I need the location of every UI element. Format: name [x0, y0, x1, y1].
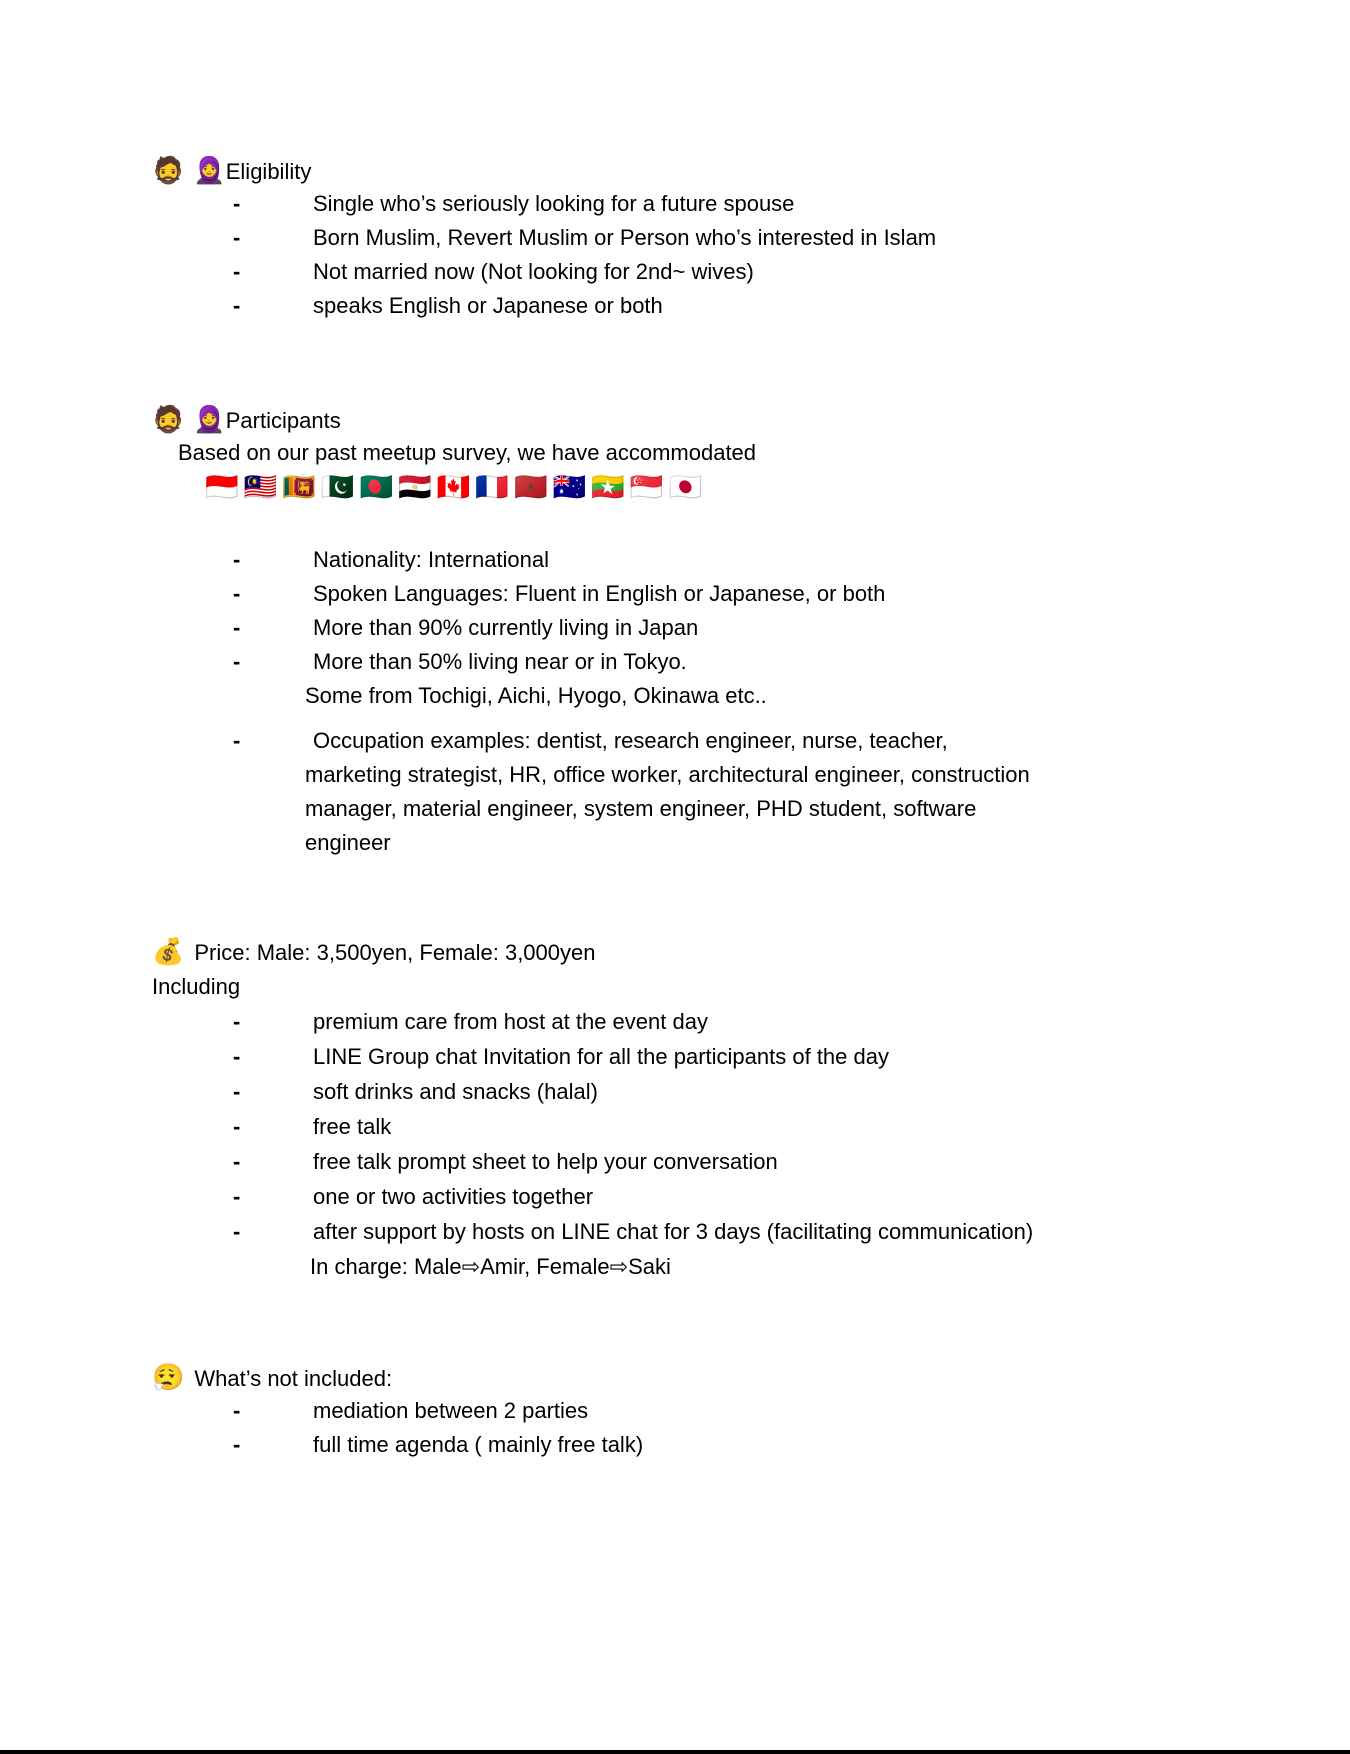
list-item	[0, 1394, 1350, 1428]
participants-title: Participants	[225, 408, 341, 433]
not-included-bullet-mediation: mediation between 2 parties	[313, 1398, 589, 1423]
eligibility-bullet-2: Born Muslim, Revert Muslim or Person who’s interested in Islam	[313, 225, 937, 250]
list-item	[0, 543, 1350, 577]
section-participants	[0, 402, 1350, 504]
section-eligibility	[0, 153, 1350, 323]
eligibility-bullet-1: Single who’s seriously looking for a future spouse	[313, 191, 795, 216]
not-included-bullet-agenda: full time agenda ( mainly free talk)	[313, 1432, 644, 1457]
exhaling-face-emoji: 😮‍💨	[152, 1362, 185, 1392]
not-included-title: What’s not included:	[194, 1366, 393, 1391]
flag-sri-lanka-emoji: 🇱🇰	[282, 472, 316, 502]
flag-australia-emoji: 🇦🇺	[552, 472, 587, 502]
including-label	[0, 969, 1350, 1004]
flag-singapore-emoji: 🇸🇬	[629, 472, 664, 502]
list-item	[0, 724, 1350, 758]
list-item	[0, 1144, 1350, 1179]
section-not-included	[0, 1360, 1350, 1462]
including-label-text: Including	[152, 974, 241, 999]
participants-intro-text: Based on our past meetup survey, we have accommodated	[178, 440, 757, 465]
list-item	[0, 1179, 1350, 1214]
page-bottom-edge	[0, 1750, 1350, 1754]
section-occupation	[0, 724, 1350, 860]
occupation-line-1: Occupation examples: dentist, research engineer, nurse, teacher,	[313, 728, 948, 753]
bullet-dash: -	[233, 259, 241, 284]
list-item	[0, 1004, 1350, 1039]
flag-indonesia-emoji: 🇮🇩	[205, 472, 239, 502]
list-item	[0, 1074, 1350, 1109]
section-participants-details	[0, 543, 1350, 713]
price-bullet-after-support: after support by hosts on LINE chat for 3 days (facilitating communication)	[313, 1219, 1034, 1244]
bullet-dash: -	[233, 1398, 241, 1423]
price-bullet-prompt-sheet: free talk prompt sheet to help your conversation	[313, 1149, 778, 1174]
flag-morocco-emoji: 🇲🇦	[514, 472, 548, 502]
price-bullet-free-talk: free talk	[313, 1114, 392, 1139]
bullet-dash: -	[233, 191, 241, 216]
participants-bullet-tokyo: More than 50% living near or in Tokyo.	[313, 649, 687, 674]
list-item	[0, 221, 1350, 255]
bullet-dash: -	[233, 1114, 241, 1139]
tokyo-continuation-text: Some from Tochigi, Aichi, Hyogo, Okinawa etc..	[305, 683, 767, 708]
bullet-dash: -	[233, 225, 241, 250]
participants-bullet-nationality: Nationality: International	[313, 547, 550, 572]
bullet-dash: -	[233, 293, 241, 318]
occupation-line-4-text: engineer	[305, 830, 391, 855]
list-item	[0, 1428, 1350, 1462]
price-heading	[0, 934, 1350, 969]
bullet-dash: -	[233, 1149, 241, 1174]
occupation-line-2-text: marketing strategist, HR, office worker, architectural engineer, construction	[305, 762, 1030, 787]
woman-headscarf-emoji: 🧕	[193, 155, 226, 185]
money-bag-emoji: 💰	[152, 936, 185, 966]
occupation-line-2	[0, 758, 1350, 792]
participants-bullet-languages: Spoken Languages: Fluent in English or Japanese, or both	[313, 581, 886, 606]
in-charge-line	[0, 1249, 1350, 1284]
flag-canada-emoji: 🇨🇦	[436, 472, 471, 502]
flag-japan-emoji: 🇯🇵	[668, 472, 703, 502]
nationality-flags	[0, 470, 1350, 504]
participants-heading	[0, 402, 1350, 436]
man-beard-emoji: 🧔	[152, 155, 185, 185]
not-included-heading	[0, 1360, 1350, 1394]
bullet-dash: -	[233, 649, 241, 674]
flag-myanmar-emoji: 🇲🇲	[591, 472, 625, 502]
list-item	[0, 1039, 1350, 1074]
price-bullet-line-group: LINE Group chat Invitation for all the participants of the day	[313, 1044, 889, 1069]
participants-intro	[0, 436, 1350, 470]
in-charge-text: In charge: Male⇨Amir, Female⇨Saki	[310, 1254, 671, 1279]
list-item	[0, 289, 1350, 323]
price-title: Price: Male: 3,500yen, Female: 3,000yen	[194, 940, 596, 965]
list-item	[0, 255, 1350, 289]
eligibility-title: Eligibility	[225, 159, 312, 184]
list-item	[0, 645, 1350, 679]
section-price	[0, 934, 1350, 1284]
occupation-line-4	[0, 826, 1350, 860]
bullet-dash: -	[233, 728, 241, 753]
list-item	[0, 1214, 1350, 1249]
occupation-line-3	[0, 792, 1350, 826]
eligibility-bullet-3: Not married now (Not looking for 2nd~ wives)	[313, 259, 754, 284]
bullet-dash: -	[233, 547, 241, 572]
list-item	[0, 187, 1350, 221]
price-bullet-drinks: soft drinks and snacks (halal)	[313, 1079, 598, 1104]
flag-bangladesh-emoji: 🇧🇩	[359, 472, 394, 502]
woman-headscarf-emoji: 🧕	[193, 404, 226, 434]
bullet-dash: -	[233, 1009, 241, 1034]
flag-malaysia-emoji: 🇲🇾	[243, 472, 278, 502]
tokyo-continuation-line	[0, 679, 1350, 713]
bullet-dash: -	[233, 1184, 241, 1209]
price-bullet-premium-care: premium care from host at the event day	[313, 1009, 708, 1034]
bullet-dash: -	[233, 1044, 241, 1069]
occupation-line-3-text: manager, material engineer, system engineer, PHD student, software	[305, 796, 977, 821]
flag-pakistan-emoji: 🇵🇰	[320, 472, 355, 502]
eligibility-bullet-4: speaks English or Japanese or both	[313, 293, 663, 318]
participants-bullet-japan: More than 90% currently living in Japan	[313, 615, 699, 640]
bullet-dash: -	[233, 615, 241, 640]
eligibility-heading	[0, 153, 1350, 187]
man-beard-emoji: 🧔	[152, 404, 185, 434]
bullet-dash: -	[233, 1432, 241, 1457]
list-item	[0, 1109, 1350, 1144]
bullet-dash: -	[233, 581, 241, 606]
list-item	[0, 611, 1350, 645]
list-item	[0, 577, 1350, 611]
bullet-dash: -	[233, 1219, 241, 1244]
flag-egypt-emoji: 🇪🇬	[398, 472, 432, 502]
price-bullet-activities: one or two activities together	[313, 1184, 594, 1209]
flag-france-emoji: 🇫🇷	[475, 472, 509, 502]
bullet-dash: -	[233, 1079, 241, 1104]
